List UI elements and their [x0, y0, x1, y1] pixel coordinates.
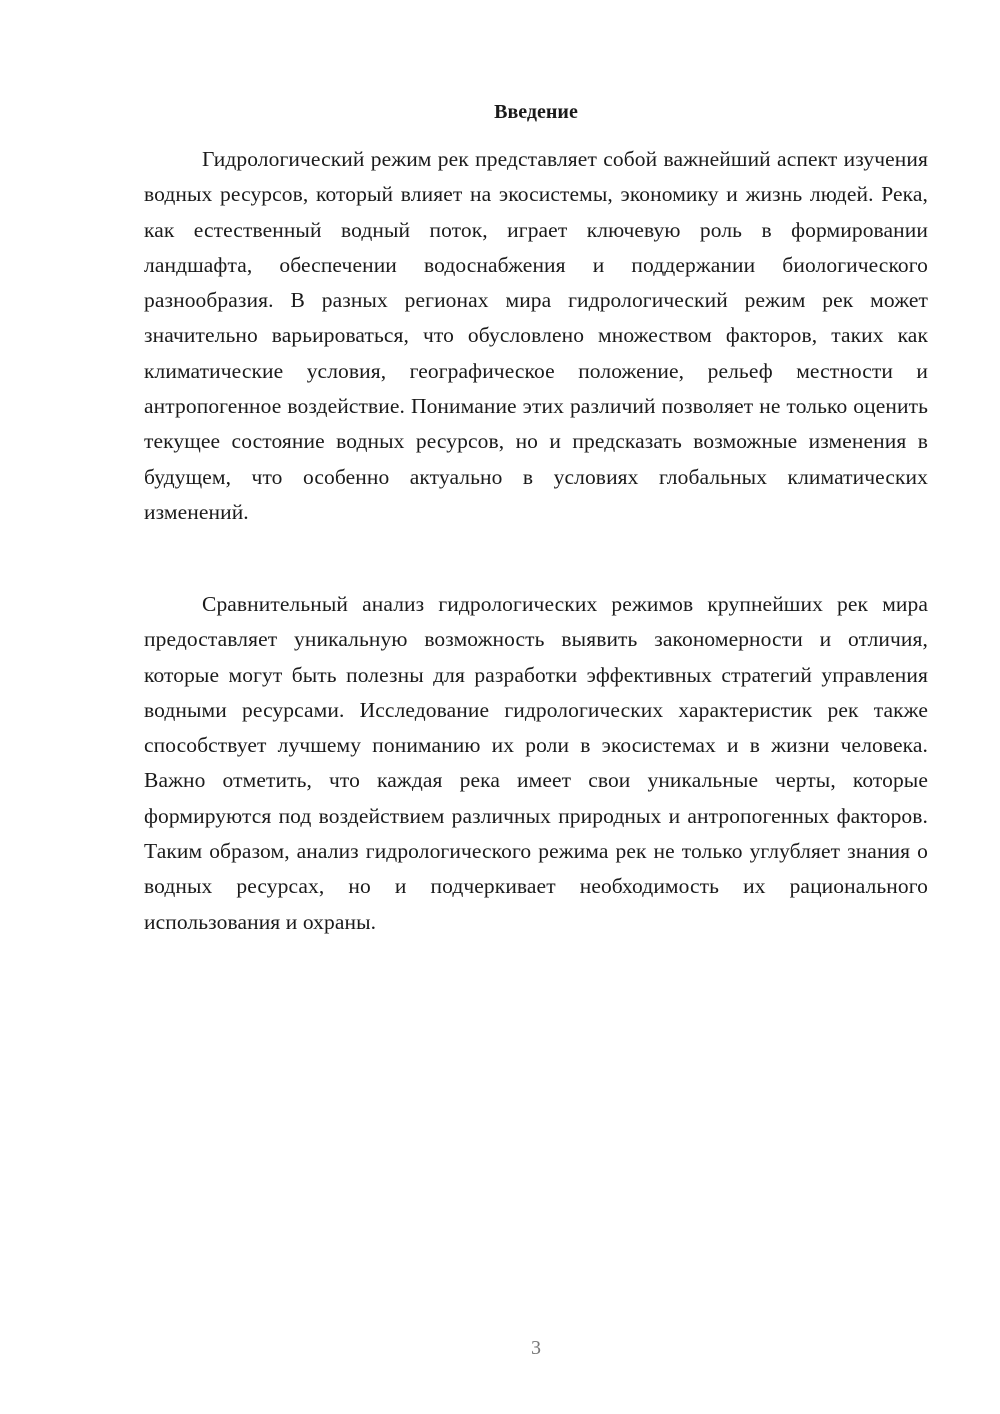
paragraph-1: Гидрологический режим рек представляет собой важнейший аспект изучения водных ресурсов, который влияет на экосистемы, экономику и жизнь людей. Река, как естественный водный поток, играет ключевую роль в формировании ландшафта, обеспечении водоснабжения и поддержании биологического разнообразия. В разных регионах мира гидрологический режим рек может значительно варьироваться, что обусловлено множеством факторов, таких как климатические условия, географическое положение, рельеф местности и антропогенное воздействие. Понимание этих различий позволяет не только оценить текущее состояние водных ресурсов, но и предсказать возможные изменения в будущем, что особенно актуально в условиях глобальных климатических изменений.	[144, 147, 928, 524]
page-number: 3	[531, 1337, 541, 1359]
paragraph-2: Сравнительный анализ гидрологических режимов крупнейших рек мира предоставляет уникальную возможность выявить закономерности и отличия, которые могут быть полезны для разработки эффективных стратегий управления водными ресурсами. Исследование гидрологических характеристик рек также способствует лучшему пониманию их роли в экосистемах и в жизни человека. Важно отметить, что каждая река имеет свои уникальные черты, которые формируются под воздействием различных природных и антропогенных факторов. Таким образом, анализ гидрологического режима рек не только углубляет знания о водных ресурсах, но и подчеркивает необходимость их рационального использования и охраны.	[144, 592, 928, 934]
section-heading: Введение	[494, 101, 578, 123]
